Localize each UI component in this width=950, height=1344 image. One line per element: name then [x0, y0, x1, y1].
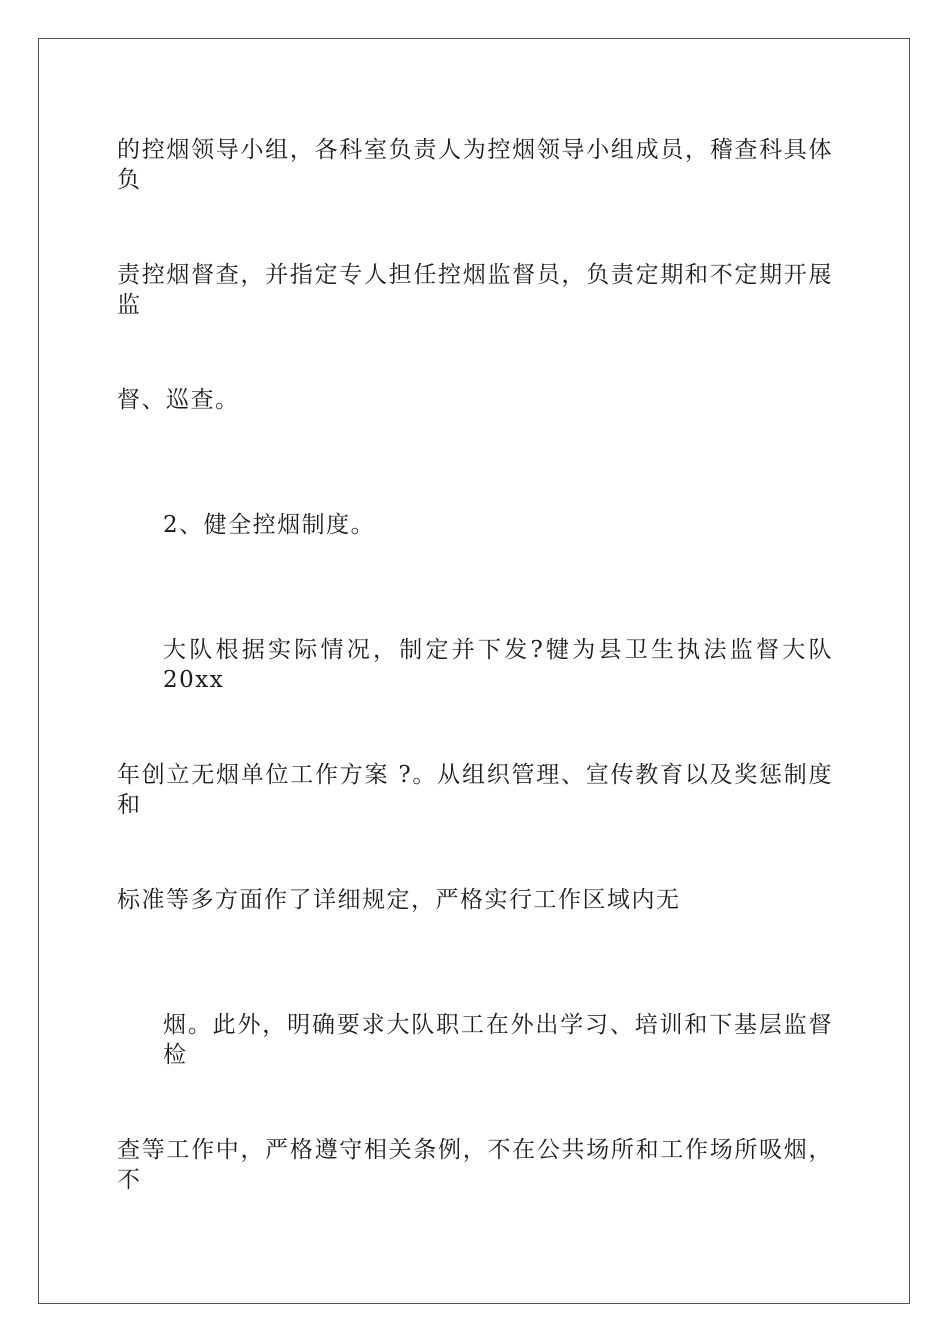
- paragraph-line: 查等工作中，严格遵守相关条例，不在公共场所和工作场所吸烟，不: [117, 1137, 833, 1193]
- paragraph-line: 的控烟领导小组，各科室负责人为控烟领导小组成员，稽查科具体负: [117, 137, 833, 193]
- paragraph-line: 大队根据实际情况，制定并下发?犍为县卫生执法监督大队 20xx: [163, 637, 833, 693]
- paragraph-line: 烟。此外，明确要求大队职工在外出学习、培训和下基层监督检: [163, 1012, 833, 1068]
- paragraph-line: 督、巡查。: [117, 387, 240, 413]
- paragraph-line: 责控烟督查，并指定专人担任控烟监督员，负责定期和不定期开展监: [117, 262, 833, 318]
- paragraph-line: 年创立无烟单位工作方案 ?。从组织管理、宣传教育以及奖惩制度和: [117, 762, 833, 818]
- paragraph-line: 标准等多方面作了详细规定，严格实行工作区域内无: [117, 887, 681, 913]
- section-heading: 2、健全控烟制度。: [163, 512, 376, 538]
